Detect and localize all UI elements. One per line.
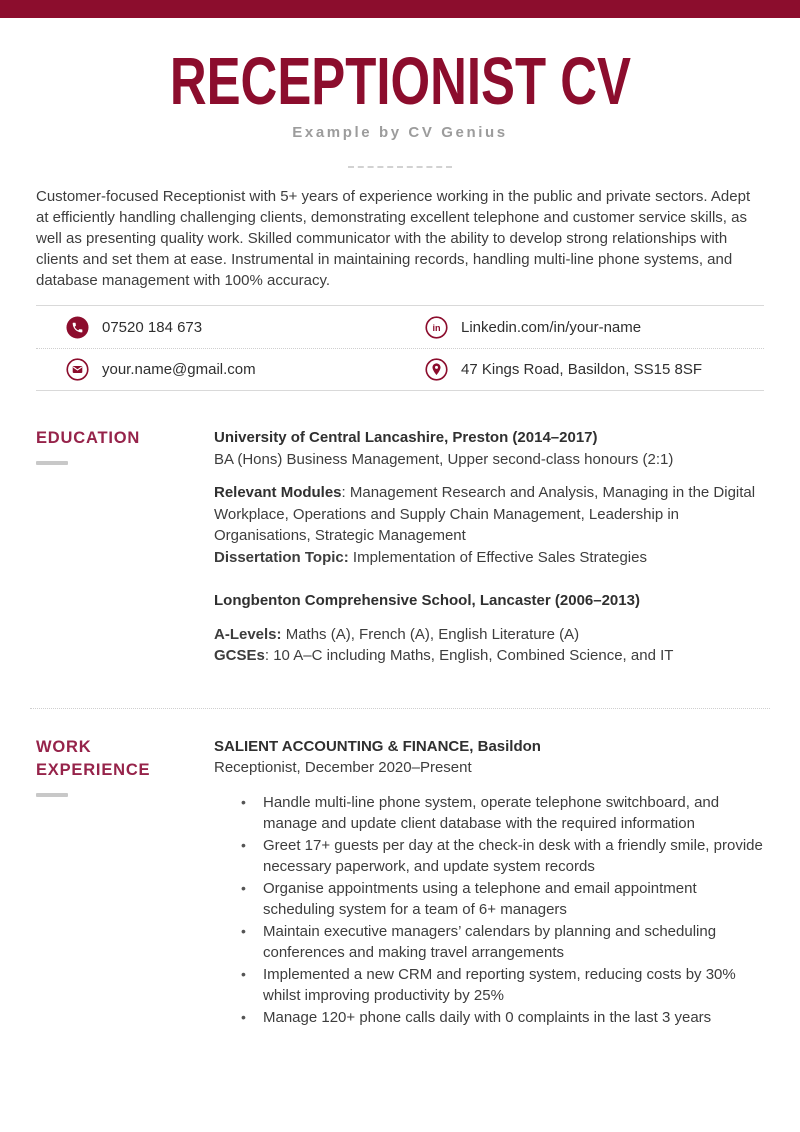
gcses-text: : 10 A–C including Maths, English, Combined Science, and IT — [264, 647, 674, 664]
contact-address-value: 47 Kings Road, Basildon, SS15 8SF — [461, 361, 702, 378]
contact-linkedin — [400, 316, 764, 339]
work-heading-line2: EXPERIENCE — [36, 760, 151, 779]
page-title: RECEPTIONIST CV — [169, 44, 631, 119]
list-item: • Implemented a new CRM and reporting system, reducing costs by 30% whilst improving productivity by 25% — [214, 964, 764, 1007]
gcses-label: GCSEs — [214, 647, 265, 664]
school-alevels — [214, 624, 764, 646]
work-heading-underline — [36, 793, 68, 797]
contact-email — [36, 358, 400, 381]
work-heading-line1: WORK — [36, 737, 92, 756]
contact-table — [36, 305, 764, 391]
university-title: University of Central Lancashire, Preston (2014–2017) — [214, 429, 598, 446]
svg-text:in: in — [432, 322, 441, 333]
education-section — [36, 427, 764, 667]
university-degree: BA (Hons) Business Management, Upper second-class honours (2:1) — [214, 450, 674, 468]
cv-header — [0, 18, 800, 168]
university-dissertation — [214, 547, 764, 569]
list-item: • Handle multi-line phone system, operate telephone switchboard, and manage and update client database with the required information — [214, 792, 764, 835]
job-role-dates: Receptionist, December 2020–Present — [214, 759, 472, 776]
education-content — [214, 427, 764, 667]
alevels-label: A-Levels: — [214, 625, 282, 643]
dissertation-label: Dissertation Topic: — [214, 548, 349, 566]
dissertation-text: Implementation of Effective Sales Strategies — [348, 548, 647, 566]
modules-label: Relevant Modules — [214, 484, 342, 501]
phone-icon — [66, 316, 89, 339]
education-sidebar — [36, 427, 214, 667]
list-item: • Maintain executive managers’ calendars by planning and scheduling conferences and making travel arrangements — [214, 921, 764, 964]
linkedin-icon — [425, 316, 448, 339]
school-title: Longbenton Comprehensive School, Lancaster (2006–2013) — [214, 592, 640, 609]
school-gcses — [214, 645, 764, 667]
section-divider — [30, 708, 770, 709]
location-icon — [425, 358, 448, 381]
work-experience-section — [36, 736, 764, 1029]
university-modules — [214, 482, 764, 547]
header-divider — [348, 166, 452, 168]
education-heading: EDUCATION — [36, 429, 141, 447]
contact-row-1 — [36, 306, 764, 348]
top-accent-bar — [0, 0, 800, 18]
email-icon — [66, 358, 89, 381]
page-subtitle: Example by CV Genius — [292, 124, 508, 141]
list-item: • Greet 17+ guests per day at the check-in desk with a friendly smile, provide necessary paperwork, and update system records — [214, 835, 764, 878]
list-item: • Organise appointments using a telephone and email appointment scheduling system for a team of 6+ managers — [214, 878, 764, 921]
education-heading-underline — [36, 461, 68, 465]
contact-address — [400, 358, 764, 381]
modules-text: : Management Research and Analysis, Managing in the Digital Workplace, Operations and Supply Chain Management, Leadership in Organisations, Strategic Management — [214, 484, 756, 544]
contact-email-value: your.name@gmail.com — [102, 361, 256, 378]
work-sidebar — [36, 736, 214, 1029]
job-duties-list — [214, 792, 764, 1029]
summary-paragraph: Customer-focused Receptionist with 5+ years of experience working in the public and private sectors. Adept at efficiently handling challenging clients, demonstrating excellent telephone and customer service skills, as well as presenting quality work. Skilled communicator with the ability to develop strong relationships with clients and set them at ease. Instrumental in maintaining records, handling multi-line phone systems, and database management with 100% accuracy. — [36, 188, 751, 289]
work-content — [214, 736, 764, 1029]
contact-linkedin-value: Linkedin.com/in/your-name — [461, 318, 642, 336]
list-item: • Manage 120+ phone calls daily with 0 complaints in the last 3 years — [214, 1007, 764, 1029]
contact-row-2 — [36, 348, 764, 390]
company-name: SALIENT ACCOUNTING & FINANCE, Basildon — [214, 737, 541, 755]
contact-phone — [36, 316, 400, 339]
contact-phone-value: 07520 184 673 — [102, 318, 203, 336]
alevels-text: Maths (A), French (A), English Literature (A) — [281, 625, 580, 643]
work-experience-heading — [36, 736, 214, 782]
school-results — [214, 624, 764, 667]
